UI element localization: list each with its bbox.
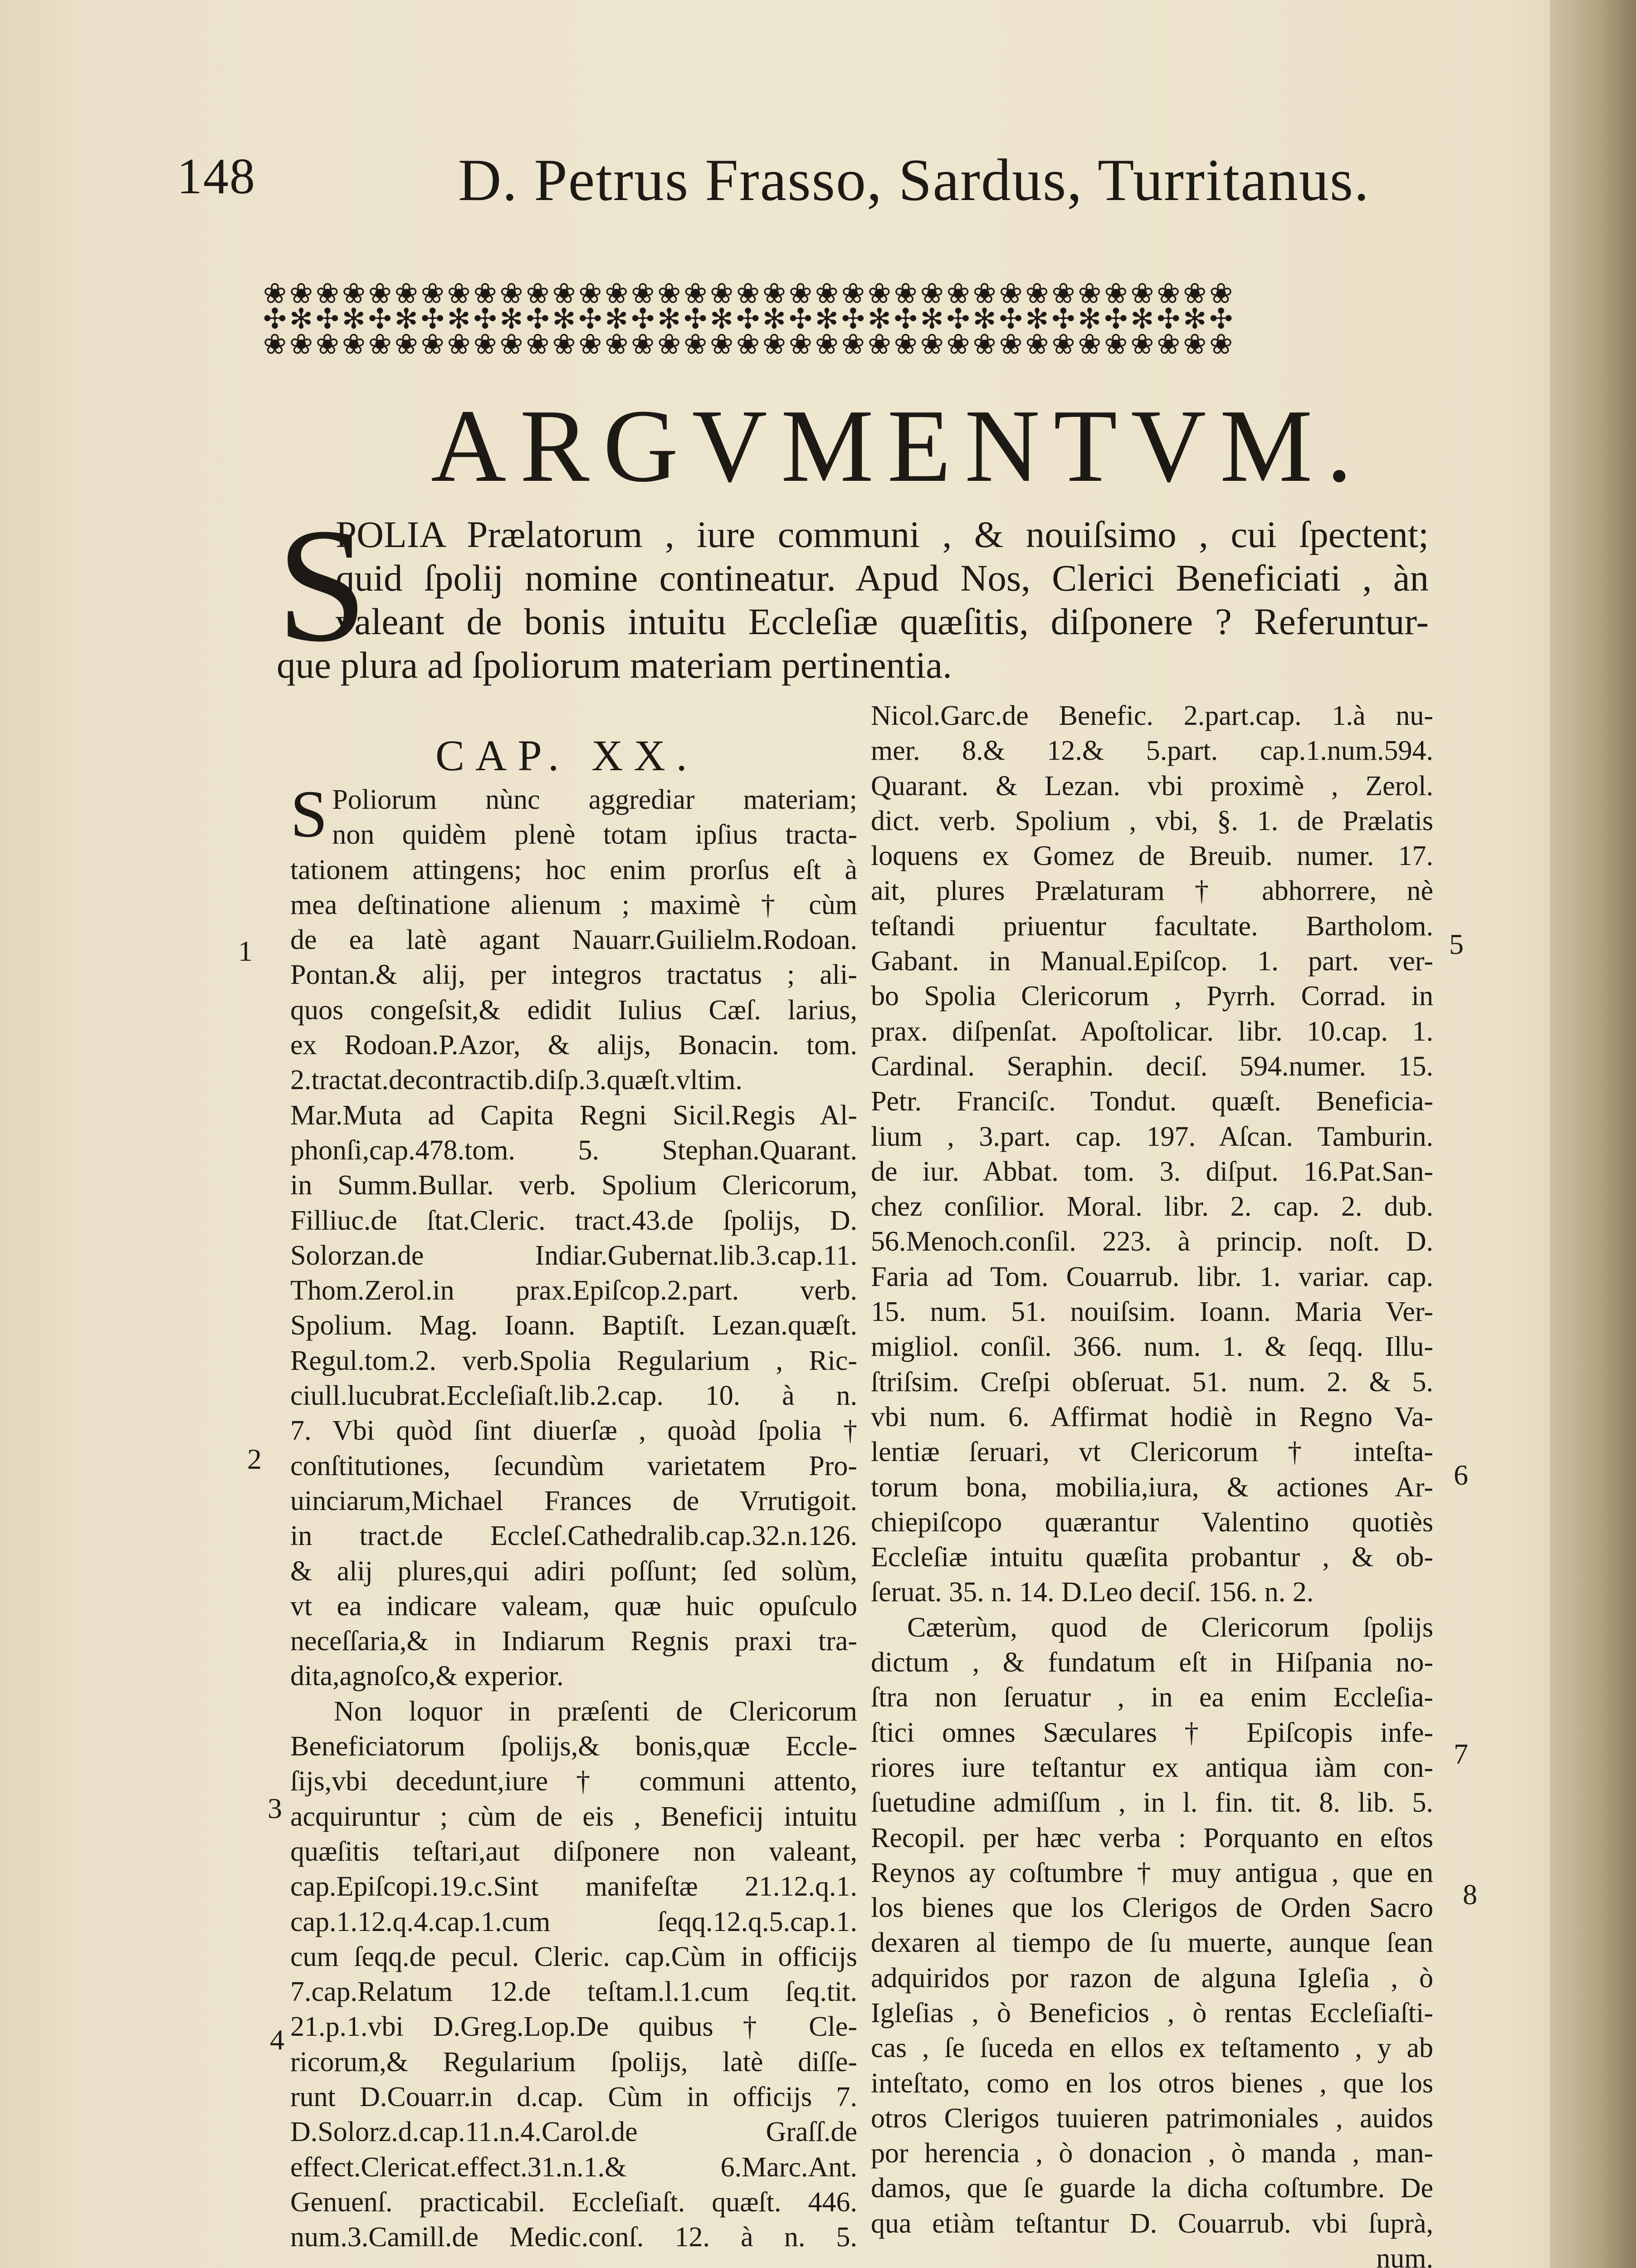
page-number: 148 [177, 148, 256, 205]
right-text-column [871, 699, 1433, 2268]
text-line: dexaren al tiempo de ſu muerte, aunque ſean [871, 1927, 1433, 1959]
text-line: Faria ad Tom. Couarrub. libr. 1. variar. cap. [871, 1261, 1433, 1292]
argumentum-drop-cap: S [277, 494, 368, 675]
text-line: in tract.de Eccleſ.Cathedralib.cap.32.n.126. [290, 1520, 857, 1552]
text-line: Solorzan.de Indiar.Gubernat.lib.3.cap.11. [290, 1240, 857, 1271]
argumentum-line: que plura ad ſpoliorum materiam pertinentia. [277, 644, 952, 686]
text-line: torum bona, mobilia,iura, & actiones Ar- [871, 1471, 1433, 1503]
text-line: Filliuc.de ſtat.Cleric. tract.43.de ſpolijs, D. [290, 1205, 857, 1236]
text-line: Petr. Franciſc. Tondut. quæſt. Beneficia- [871, 1086, 1433, 1117]
text-line: lentiæ ſeruari, vt Clericorum † inteſta- [871, 1437, 1433, 1468]
chapter-heading: CAP. XX. [435, 731, 698, 780]
argumentum-line: valeant de bonis intuitu Eccleſiæ quæſitis, diſponere ? Referuntur- [336, 601, 1429, 642]
text-line: chez conſilior. Moral. libr. 2. cap. 2. dub. [871, 1191, 1433, 1222]
chapter-drop-cap: S [290, 777, 328, 851]
text-line: lium , 3.part. cap. 197. Aſcan. Tamburin. [871, 1121, 1433, 1152]
ornament-row-top: ❀❀❀❀❀❀❀❀❀❀❀❀❀❀❀❀❀❀❀❀❀❀❀❀❀❀❀❀❀❀❀❀❀❀❀❀❀ [263, 281, 1236, 307]
text-line: ricorum,& Regularium ſpolijs, latè diſſe- [290, 2046, 857, 2077]
text-line: Pontan.& alij, per integros tractatus ; ali- [290, 959, 857, 991]
text-line: runt D.Couarr.in d.cap. Cùm in officijs 7. [290, 2081, 857, 2112]
text-line: cas , ſe ſuceda en ellos ex teſtamento , y ab [871, 2033, 1433, 2064]
text-line: ſtriſsim. Creſpi obſeruat. 51. num. 2. & 5. [871, 1366, 1433, 1398]
text-line: conſtitutiones, ſecundùm varietatem Pro- [290, 1450, 857, 1481]
text-line: dita,agnoſco,& experior. [290, 1661, 564, 1692]
text-line: riores iure teſtantur ex antiqua iàm con- [871, 1752, 1433, 1783]
text-line: Cæterùm, quod de Clericorum ſpolijs [907, 1612, 1433, 1643]
text-line: cum ſeqq.de pecul. Cleric. cap.Cùm in officijs [290, 1941, 857, 1972]
text-line: Beneficiatorum ſpolijs,& bonis,quæ Eccle- [290, 1731, 857, 1762]
text-line: los bienes que los Clerigos de Orden Sacro [871, 1892, 1433, 1924]
text-line: loquens ex Gomez de Breuib. numer. 17. [871, 841, 1433, 872]
text-line: non quidèm plenè totam ipſius tracta- [332, 819, 857, 850]
argumentum-line: quid ſpolij nomine contineatur. Apud Nos, Clerici Beneficiati , àn [336, 557, 1429, 599]
text-line: Reynos ay coſtumbre † muy antigua , que en [871, 1857, 1433, 1888]
text-line: otros Clerigos tuuieren patrimoniales , auidos [871, 2102, 1433, 2134]
text-line: tationem attingens; hoc enim prorſus eſt à [290, 854, 857, 885]
text-line: vbi num. 6. Affirmat hodiè in Regno Va- [871, 1401, 1433, 1432]
text-line: Thom.Zerol.in prax.Epiſcop.2.part. verb. [290, 1275, 857, 1306]
text-line: mer. 8.& 12.& 5.part. cap.1.num.594. [871, 735, 1433, 767]
book-spine-shadow [1550, 0, 1636, 2268]
text-line: ciull.lucubrat.Eccleſiaſt.lib.2.cap. 10. à n. [290, 1380, 857, 1412]
running-head [177, 120, 1402, 238]
marginal-note-number: 2 [247, 1443, 262, 1475]
text-line: ex Rodoan.P.Azor, & alijs, Bonacin. tom. [290, 1030, 857, 1061]
text-line: mea deſtinatione alienum ; maximè † cùm [290, 889, 857, 920]
marginal-note-number: 5 [1449, 928, 1464, 960]
text-line: Genuenſ. practicabil. Eccleſiaſt. quæſt. 446. [290, 2186, 857, 2218]
text-line: ſtici omnes Sæculares † Epiſcopis infe- [871, 1717, 1433, 1748]
text-line: 56.Menoch.conſil. 223. à princip. noſt. D. [871, 1226, 1433, 1257]
text-line: dict. verb. Spolium , vbi, §. 1. de Prælatis [871, 805, 1433, 836]
argumentum-line: POLIA Prælatorum , iure communi , & nouiſsimo , cui ſpectent; [336, 513, 1429, 555]
text-line: de iur. Abbat. tom. 3. diſput. 16.Pat.San- [871, 1156, 1433, 1187]
text-line: adquiridos por razon de alguna Igleſia , ò [871, 1962, 1433, 1994]
text-line: Igleſias , ò Beneficios , ò rentas Eccleſiaſti- [871, 1997, 1433, 2028]
text-line: in Summ.Bullar. verb. Spolium Clericorum, [290, 1170, 857, 1201]
marginal-note-number: 8 [1463, 1878, 1477, 1911]
marginal-note-number: 1 [238, 935, 253, 967]
ornament-row-middle: ✣✻✣✻✣✻✣✻✣✻✣✻✣✻✣✻✣✻✣✻✣✻✣✻✣✻✣✻✣✻✣✻✣✻✣✻✣ [263, 307, 1236, 332]
marginal-note-number: 4 [270, 2024, 284, 2056]
text-line: 2.tractat.decontractib.diſp.3.quæſt.vltim. [290, 1065, 742, 1096]
decorative-ornament-band [263, 281, 1406, 358]
text-line: num. [1376, 2243, 1433, 2268]
text-line: Poliorum nùnc aggrediar materiam; [332, 784, 857, 815]
text-line: teſtandi priuentur facultate. Bartholom. [871, 910, 1433, 942]
text-line: Spolium. Mag. Ioann. Baptiſt. Lezan.quæſt. [290, 1310, 857, 1341]
text-line: chiepiſcopo quærantur Valentino quotiès [871, 1506, 1433, 1538]
text-line: de ea latè agant Nauarr.Guilielm.Rodoan. [290, 924, 857, 956]
argumentum-title: ARGVMENTVM. [431, 388, 1366, 503]
marginal-note-number: 7 [1454, 1738, 1468, 1770]
marginal-note-number: 6 [1454, 1459, 1468, 1491]
text-line: dictum , & fundatum eſt in Hiſpania no- [871, 1647, 1433, 1678]
text-line: Quarant. & Lezan. vbi proximè , Zerol. [871, 770, 1433, 802]
text-line: damos, que ſe guarde la dicha coſtumbre. De [871, 2173, 1433, 2204]
text-line: ait, plures Prælaturam † abhorrere, nè [871, 875, 1433, 907]
text-line: Nicol.Garc.de Benefic. 2.part.cap. 1.à nu- [871, 700, 1433, 731]
text-line: & alij plures,qui adiri poſſunt; ſed solùm, [290, 1555, 857, 1587]
text-line: Recopil. per hæc verba : Porquanto en eſtos [871, 1822, 1433, 1853]
argumentum-summary [277, 494, 1429, 721]
text-line: migliol. conſil. 366. num. 1. & ſeqq. Illu- [871, 1331, 1433, 1363]
text-line: Mar.Muta ad Capita Regni Sicil.Regis Al- [290, 1100, 857, 1131]
text-line: ſijs,vbi decedunt,iure † communi attento, [290, 1766, 857, 1797]
text-line: D.Solorz.d.cap.11.n.4.Carol.de Graſſ.de [290, 2116, 857, 2148]
text-line: vt ea indicare valeam, quæ huic opuſculo [290, 1590, 857, 1622]
text-line: qua etiàm teſtantur D. Couarrub. vbi ſuprà, [871, 2208, 1433, 2239]
text-line: effect.Clericat.effect.31.n.1.& 6.Marc.Ant. [290, 2151, 857, 2183]
text-line: Non loquor in præſenti de Clericorum [334, 1696, 857, 1727]
text-line: cap.1.12.q.4.cap.1.cum ſeqq.12.q.5.cap.1. [290, 1906, 857, 1937]
ornament-row-bottom: ❀❀❀❀❀❀❀❀❀❀❀❀❀❀❀❀❀❀❀❀❀❀❀❀❀❀❀❀❀❀❀❀❀❀❀❀❀ [263, 332, 1236, 357]
text-line: quos congeſsit,& edidit Iulius Cæſ. larius, [290, 994, 857, 1026]
text-line: ſeruat. 35. n. 14. D.Leo deciſ. 156. n. 2. [871, 1577, 1314, 1608]
text-line: 15. num. 51. nouiſsim. Ioann. Maria Ver- [871, 1296, 1433, 1328]
text-line: por herencia , ò donacion , ò manda , man- [871, 2138, 1433, 2169]
running-title: D. Petrus Frasso, Sardus, Turritanus. [458, 147, 1370, 213]
left-text-column [290, 777, 857, 2255]
text-line: num.3.Camill.de Medic.conſ. 12. à n. 5. [290, 2222, 857, 2253]
marginal-note-number: 3 [268, 1792, 282, 1824]
text-line: 7. Vbi quòd ſint diuerſæ , quoàd ſpolia † [290, 1415, 857, 1447]
text-line: ſtra non ſeruatur , in ea enim Eccleſia- [871, 1682, 1433, 1713]
text-line: inteſtato, como en los otros bienes , que los [871, 2068, 1433, 2099]
text-line: bo Spolia Clericorum , Pyrrh. Corrad. in [871, 981, 1433, 1012]
text-line: ſuetudine admiſſum , in l. fin. tit. 8. lib. 5. [871, 1787, 1433, 1818]
text-line: Cardinal. Seraphin. deciſ. 594.numer. 15. [871, 1051, 1433, 1082]
text-line: Eccleſiæ intuitu quæſita probantur , & ob- [871, 1542, 1433, 1573]
text-line: acquiruntur ; cùm de eis , Beneficij intuitu [290, 1801, 857, 1832]
text-line: Gabant. in Manual.Epiſcop. 1. part. ver- [871, 946, 1433, 977]
text-line: neceſſaria,& in Indiarum Regnis praxi tra- [290, 1626, 857, 1657]
text-line: prax. diſpenſat. Apoſtolicar. libr. 10.cap. 1. [871, 1016, 1433, 1047]
text-line: 21.p.1.vbi D.Greg.Lop.De quibus † Cle- [290, 2011, 857, 2043]
text-line: phonſi,cap.478.tom. 5. Stephan.Quarant. [290, 1134, 857, 1166]
text-line: 7.cap.Relatum 12.de teſtam.l.1.cum ſeq.tit. [290, 1976, 857, 2008]
text-line: uinciarum,Michael Frances de Vrrutigoit. [290, 1485, 857, 1516]
text-line: quæſitis teſtari,aut diſponere non valeant, [290, 1836, 857, 1867]
text-line: cap.Epiſcopi.19.c.Sint manifeſtæ 21.12.q.1. [290, 1871, 857, 1902]
text-line: Regul.tom.2. verb.Spolia Regularium , Ric- [290, 1345, 857, 1376]
